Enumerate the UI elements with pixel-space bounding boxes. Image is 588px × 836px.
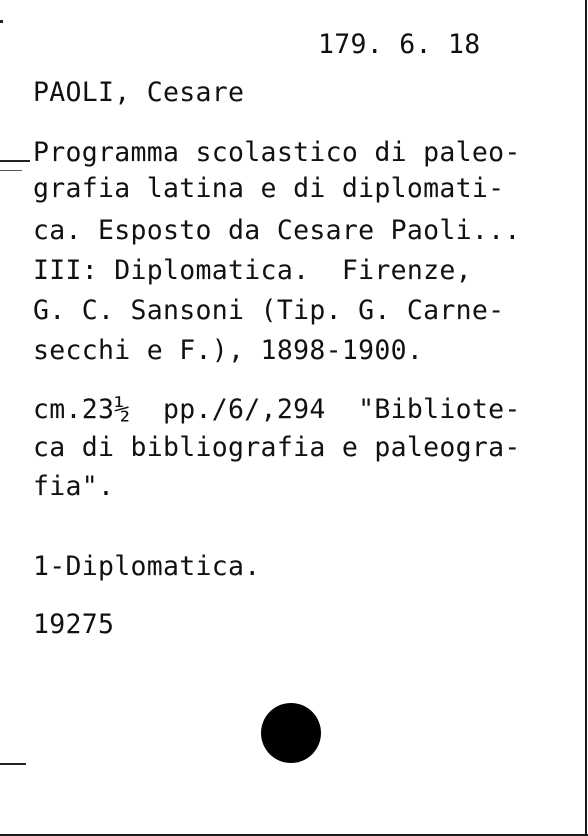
subject-heading: 1-Diplomatica. [33,551,261,582]
collation-line-3: fia". [33,471,115,502]
collation-line-2: ca di bibliografia e paleogra- [33,432,521,463]
margin-mark [0,763,26,765]
punch-hole [261,703,321,763]
margin-mark [0,170,22,171]
collation-line-1: cm.23½ pp./6/,294 "Bibliote- [33,394,521,425]
margin-mark [0,160,30,162]
title-line-4: III: Diplomatica. Firenze, [33,255,472,286]
call-number: 179. 6. 18 [318,29,481,60]
accession-number: 19275 [33,609,115,640]
author-heading: PAOLI, Cesare [33,77,245,108]
title-line-2: grafia latina e di diplomati- [33,173,505,204]
ink-speck [0,20,3,23]
title-line-3: ca. Esposto da Cesare Paoli... [33,215,521,246]
card-right-edge [585,0,587,836]
title-line-6: secchi e F.), 1898-1900. [33,335,424,366]
title-line-5: G. C. Sansoni (Tip. G. Carne- [33,295,505,326]
title-line-1: Programma scolastico di paleo- [33,137,521,168]
